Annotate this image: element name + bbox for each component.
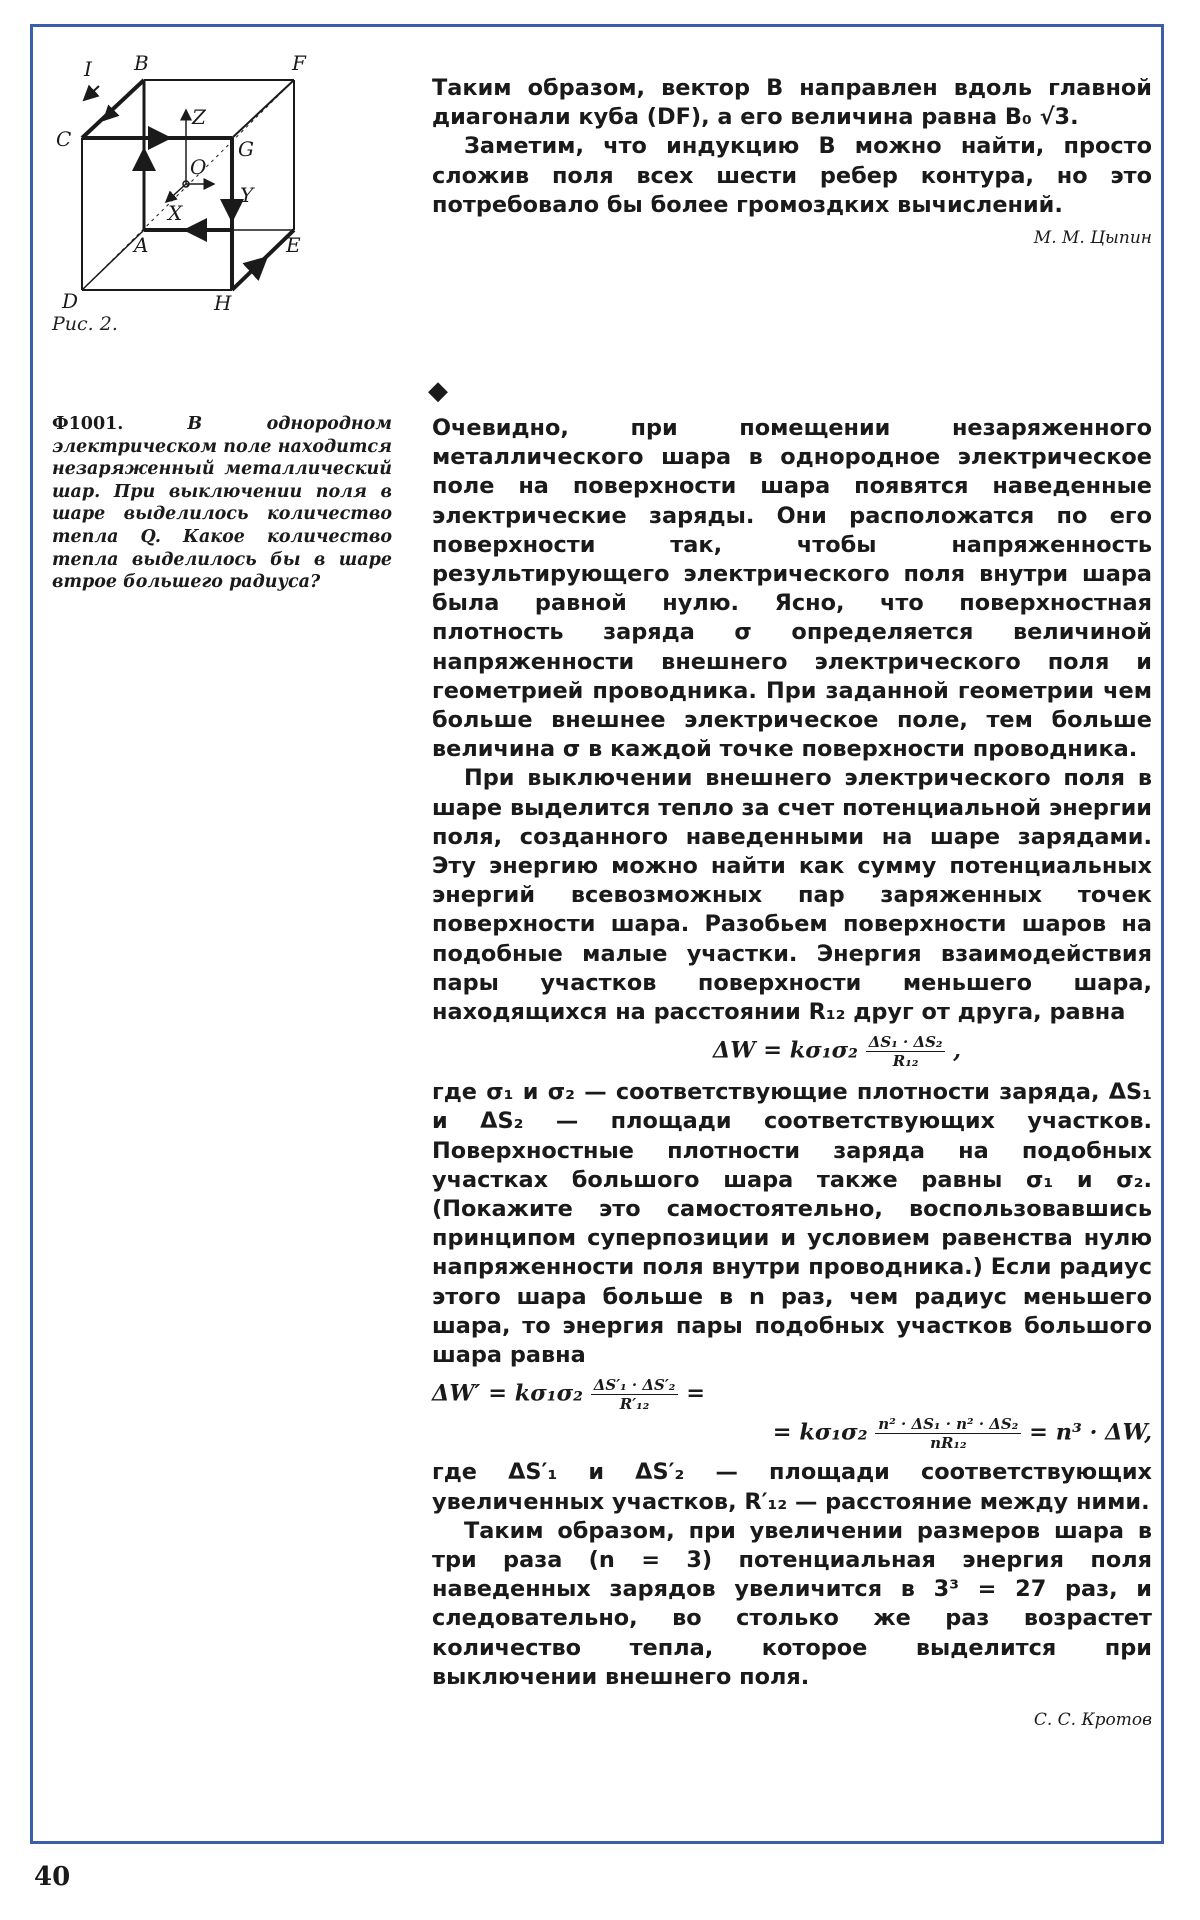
formula-2-numerator: ΔS′₁ · ΔS′₂ (591, 1376, 679, 1395)
label-d: D (62, 289, 79, 313)
current-arrow-icon (84, 86, 99, 100)
separator-diamond-icon: ◆ (428, 376, 448, 406)
label-c: C (56, 127, 72, 151)
formula-1-denominator: R₁₂ (892, 1052, 919, 1071)
problem-number: Ф1001. (52, 414, 124, 434)
signature-tsypin: М. М. Цыпин (1033, 228, 1152, 249)
x-axis-icon (166, 184, 186, 202)
problem-text: В однородном электрическом поле находится незаряженный металлический шар. При выключении поля в шаре выделилось количество тепла Q. Какое количество тепла выделилось бы в шаре втрое большего радиуса? (52, 414, 392, 593)
formula-3-numerator: n² · ΔS₁ · n² · ΔS₂ (875, 1415, 1021, 1434)
label-b: B (134, 51, 149, 75)
solution-paragraph-4: где ΔS′₁ и ΔS′₂ — площади соответствующих увеличенных участков, R′₁₂ — расстояние между ними. (432, 1459, 1152, 1515)
label-x: X (168, 201, 183, 225)
top-paragraph-1: Таким образом, вектор B направлен вдоль главной диагонали куба (DF), а его величина равна B₀ √3. (432, 75, 1152, 131)
formula-1-fraction (866, 1033, 946, 1070)
label-h: H (214, 291, 232, 315)
solution-paragraph-5: Таким образом, при увеличении размеров шара в три раза (n = 3) потенциальная энергия поля наведенных зарядов увеличится в 3³ = 27 раз, и следовательно, во столько же раз возрастет количество тепла, которое выделится при выключении внешнего поля. (432, 1517, 1152, 1690)
formula-2-tail: = (686, 1380, 705, 1407)
page-number: 40 (34, 1862, 71, 1892)
formula-2-lhs: ΔW′ = kσ₁σ₂ (432, 1380, 583, 1407)
solution-paragraph-2: При выключении внешнего электрического поля в шаре выделится тепло за счет потенциальной энергии поля, созданного наведенными на шаре зарядами. Эту энергию можно найти как сумму потенциальных энергий всевозможных пар заряженных точек поверхности шара. Разобьем поверхности шаров на подобные малые участки. Энергия взаимодействия пары участков поверхности меньшего шара, находящихся на расстоянии R₁₂ друг от друга, равна (432, 765, 1152, 1026)
formula-3-denominator: nR₁₂ (930, 1434, 967, 1453)
top-text-block (432, 74, 1152, 253)
label-i: I (84, 57, 92, 81)
formula-2-denominator: R′₁₂ (619, 1395, 650, 1414)
formula-3 (432, 1415, 1152, 1452)
solution-paragraph-3: где σ₁ и σ₂ — соответствующие плотности заряда, ΔS₁ и ΔS₂ — площади соответствующих участков. Поверхностные плотности заряда на подобных участках большого шара также равны σ₁ и σ₂. (Покажите это самостоятельно, воспользовавшись принципом суперпозиции и условием равенства нулю напряженности поля внутри проводника.) Если радиус этого шара больше в n раз, чем радиус меньшего шара, то энергия пары подобных участков большого шара равна (432, 1079, 1152, 1369)
top-paragraph-2: Заметим, что индукцию B можно найти, просто сложив поля всех шести ребер контура, но это потребовало бы более громоздких вычислений. (432, 133, 1152, 218)
label-e: E (286, 233, 301, 257)
solution-paragraph-1: Очевидно, при помещении незаряженного металлического шара в однородное электрическое поле на поверхности шара появятся наведенные электрические заряды. Они расположатся по его поверхности так, чтобы напряженность результирующего электрического поля внутри шара была равной нулю. Ясно, что поверхностная плотность заряда σ определяется величиной напряженности внешнего электрического поля и геометрией проводника. При заданной геометрии чем больше внешнее электрическое поле, тем больше величина σ в каждой точке поверхности проводника. (432, 415, 1152, 763)
formula-3-fraction (875, 1415, 1021, 1452)
formula-2 (432, 1376, 1152, 1413)
label-y: Y (240, 183, 254, 207)
edge-cb (82, 80, 144, 138)
formula-2-fraction (591, 1376, 679, 1413)
label-a: A (134, 233, 149, 257)
figure-caption: Рис. 2. (52, 313, 118, 335)
signature-krotov: С. С. Кротов (1033, 1709, 1152, 1730)
formula-1-lhs: ΔW = kσ₁σ₂ (712, 1037, 858, 1064)
problem-statement (52, 413, 392, 594)
formula-3-tail: = n³ · ΔW, (1029, 1419, 1152, 1446)
cube-diagram (44, 50, 344, 340)
label-g: G (238, 137, 254, 161)
formula-1 (522, 1033, 1152, 1070)
formula-1-tail: , (953, 1037, 962, 1064)
formula-3-lhs: = kσ₁σ₂ (772, 1419, 868, 1446)
label-o: O (190, 155, 207, 179)
solution-block (432, 414, 1152, 1735)
formula-1-numerator: ΔS₁ · ΔS₂ (866, 1033, 946, 1052)
label-z: Z (192, 105, 206, 129)
cube-figure (44, 50, 344, 340)
label-f: F (292, 51, 306, 75)
